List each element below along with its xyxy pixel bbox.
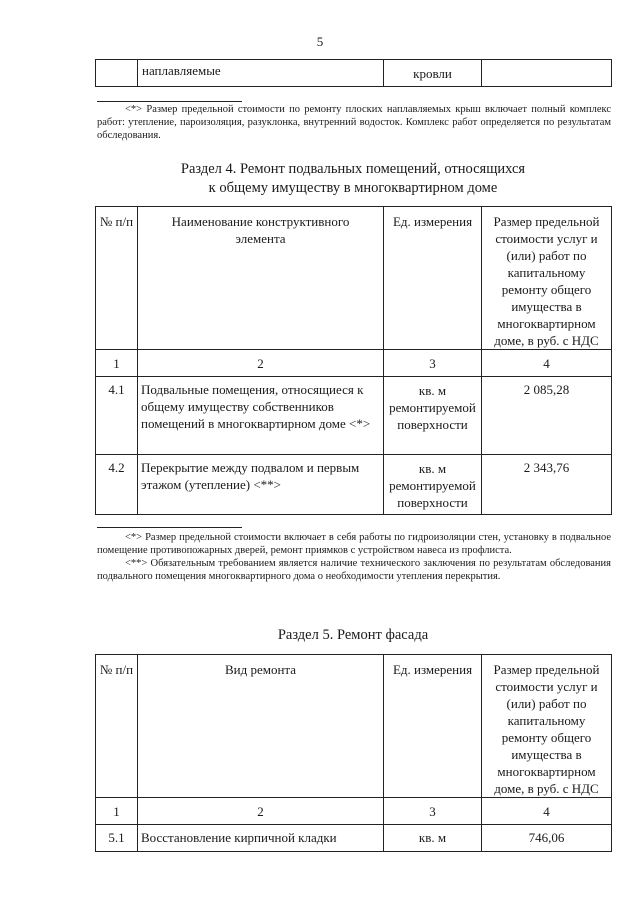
section-4-title-line: к общему имуществу в многоквартирном доме — [208, 180, 498, 196]
row-price: 746,06 — [482, 825, 612, 852]
row-name: Восстановление кирпичной кладки — [138, 825, 384, 852]
col-number: 3 — [384, 350, 482, 377]
header-name — [138, 655, 384, 798]
header-unit — [384, 655, 482, 798]
row-name: Подвальные помещения, относящиеся к общему имуществу собственников помещений в многоквартирном доме <*> — [138, 377, 384, 455]
col-number: 3 — [384, 798, 482, 825]
header-text: № п/п — [99, 662, 134, 677]
table-cell — [96, 60, 138, 87]
top-table-fragment — [95, 59, 612, 87]
section-4-title — [95, 160, 611, 198]
header-text: Ед. измерения — [392, 662, 473, 677]
row-unit: кв. м — [384, 825, 482, 852]
footnote-text: <**> Обязательным требованием является наличие технического заключения по результатам обследования подвального помещения многоквартирного дома о необходимости утепления перекрытия. — [97, 558, 611, 582]
row-num: 4.2 — [96, 455, 138, 515]
row-unit: кв. м ремонтируемой поверхности — [384, 377, 482, 455]
header-text: Вид ремонта — [224, 662, 297, 677]
table-row — [96, 455, 612, 515]
footnote-rule — [97, 527, 242, 528]
header-name — [138, 207, 384, 350]
table-cell — [482, 60, 612, 87]
page-number: 5 — [316, 34, 324, 49]
row-unit: кв. м ремонтируемой поверхности — [384, 455, 482, 515]
header-text: Размер предельной стоимости услуг и (или) работ по капитальному ремонту общего имущества в многоквартирном доме, в руб. с НДС — [493, 214, 600, 348]
section-4-title-line: Раздел 4. Ремонт подвальных помещений, относящихся — [180, 161, 526, 177]
row-name: Перекрытие между подвалом и первым этажом (утепление) <**> — [138, 455, 384, 515]
footnote-rule — [97, 101, 242, 102]
section-5-title: Раздел 5. Ремонт фасада — [277, 627, 429, 643]
col-number: 2 — [138, 350, 384, 377]
col-number: 1 — [96, 798, 138, 825]
cell-text: кровли — [413, 66, 452, 81]
col-number: 2 — [138, 798, 384, 825]
table-row — [96, 377, 612, 455]
header-price — [482, 207, 612, 350]
section-4-table — [95, 206, 612, 515]
header-text: Ед. измерения — [392, 214, 473, 229]
footnote-text: <*> Размер предельной стоимости включает в себя работы по гидроизоляции стен, установку в подвальное помещение противопожарных дверей, ремонт приямков с устройством навеса из профлиста. — [97, 532, 611, 556]
header-num — [96, 655, 138, 798]
col-number: 1 — [96, 350, 138, 377]
cell-text: наплавляемые — [142, 63, 221, 78]
header-text: № п/п — [99, 214, 134, 229]
footnotes — [97, 531, 611, 583]
col-number: 4 — [482, 798, 612, 825]
table-cell — [138, 60, 384, 87]
row-price: 2 085,28 — [482, 377, 612, 455]
header-text: Наименование конструктивного элемента — [171, 214, 350, 246]
table-cell — [384, 60, 482, 87]
section-5-table — [95, 654, 612, 852]
header-text: Размер предельной стоимости услуг и (или) работ по капитальному ремонту общего имущества в многоквартирном доме, в руб. с НДС — [493, 662, 600, 796]
row-num: 5.1 — [96, 825, 138, 852]
footnote-text: <*> Размер предельной стоимости по ремонту плоских наплавляемых крыш включает полный комплекс работ: утепление, пароизоляция, разуклонка, внутренний водосток. Комплекс работ определяется по результатам обследования. — [97, 104, 611, 141]
header-price — [482, 655, 612, 798]
row-price: 2 343,76 — [482, 455, 612, 515]
header-unit — [384, 207, 482, 350]
col-number: 4 — [482, 350, 612, 377]
footnote — [97, 103, 611, 142]
header-num — [96, 207, 138, 350]
table-row — [96, 825, 612, 852]
row-num: 4.1 — [96, 377, 138, 455]
